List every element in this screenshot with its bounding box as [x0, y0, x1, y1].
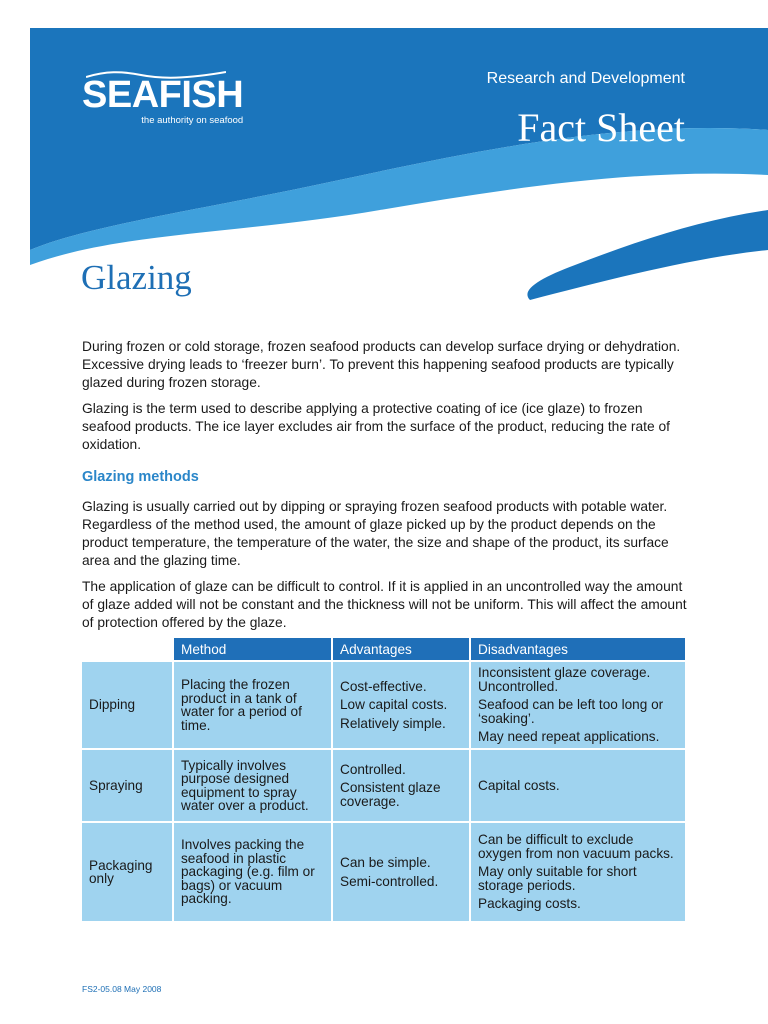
method-cell: Placing the frozen product in a tank of water for a period of time. [174, 662, 331, 748]
logo-wave-icon [86, 70, 226, 80]
advantage-item: Controlled. [340, 761, 406, 777]
column-header-advantages: Advantages [333, 638, 469, 660]
row-heading: Spraying [82, 750, 172, 821]
table-header-row [82, 638, 685, 660]
disadvantage-item: Packaging costs. [478, 896, 581, 912]
section-heading: Glazing methods [82, 469, 199, 485]
methods-paragraph: The application of glaze can be difficult to control. If it is applied in an uncontrolled way the amount of glaze added will not be constant and the thickness will not be uniform. This will affect the amount of protection offered by the glaze. [82, 579, 687, 630]
doc-type-title: Fact Sheet [517, 105, 685, 150]
logo-wordmark: SEAFISH [82, 74, 244, 116]
table-row [82, 662, 685, 748]
intro-paragraph: During frozen or cold storage, frozen seafood products can develop surface drying or dehydration. Excessive drying leads to ‘freezer burn’. To prevent this happening seafood products are typically glazed during frozen storage. [82, 339, 681, 390]
advantage-item: Semi-controlled. [340, 873, 439, 889]
main-content [82, 338, 692, 640]
disadvantages-cell [471, 662, 685, 748]
advantages-cell [333, 750, 469, 821]
table-corner-cell [82, 638, 172, 660]
footer-reference: FS2-05.08 May 2008 [82, 984, 162, 994]
advantage-item: Can be simple. [340, 855, 431, 870]
advantages-cell [333, 662, 469, 748]
glazing-methods-table [80, 636, 687, 923]
advantage-item: Low capital costs. [340, 697, 448, 713]
disadvantages-cell [471, 750, 685, 821]
advantage-item: Relatively simple. [340, 715, 446, 731]
disadvantage-item: May only suitable for short storage periods. [478, 864, 637, 893]
advantages-cell [333, 823, 469, 921]
method-cell: Involves packing the seafood in plastic packaging (e.g. film or bags) or vacuum packing. [174, 823, 331, 921]
column-header-method: Method [174, 638, 331, 660]
page-title: Glazing [81, 258, 192, 297]
disadvantage-item: Seafood can be left too long or ‘soaking’. [478, 697, 664, 726]
department-label: Research and Development [486, 70, 685, 87]
intro-paragraph: Glazing is the term used to describe applying a protective coating of ice (ice glaze) to frozen seafood products. The ice layer excludes air from the surface of the product, reducing the rate of oxidation. [82, 401, 670, 452]
disadvantage-item: Inconsistent glaze coverage. Uncontrolled. [478, 665, 651, 694]
row-heading: Dipping [82, 662, 172, 748]
row-heading: Packaging only [82, 823, 172, 921]
advantage-item: Consistent glaze coverage. [340, 780, 441, 809]
disadvantage-item: Can be difficult to exclude oxygen from non vacuum packs. [478, 832, 674, 861]
disadvantages-cell [471, 823, 685, 921]
advantage-item: Cost-effective. [340, 678, 427, 694]
table-row [82, 750, 685, 821]
column-header-disadvantages: Disadvantages [471, 638, 685, 660]
method-cell: Typically involves purpose designed equipment to spray water over a product. [174, 750, 331, 821]
disadvantage-item: May need repeat applications. [478, 729, 660, 745]
table-row [82, 823, 685, 921]
disadvantage-item: Capital costs. [478, 777, 560, 793]
methods-paragraph: Glazing is usually carried out by dipping or spraying frozen seafood products with potable water. Regardless of the method used, the amount of glaze picked up by the product depends on the product temperature, the temperature of the water, the size and shape of the product, its surface area and the glazing time. [82, 499, 669, 568]
seafish-logo [82, 76, 243, 126]
logo-tagline: the authority on seafood [141, 115, 244, 126]
